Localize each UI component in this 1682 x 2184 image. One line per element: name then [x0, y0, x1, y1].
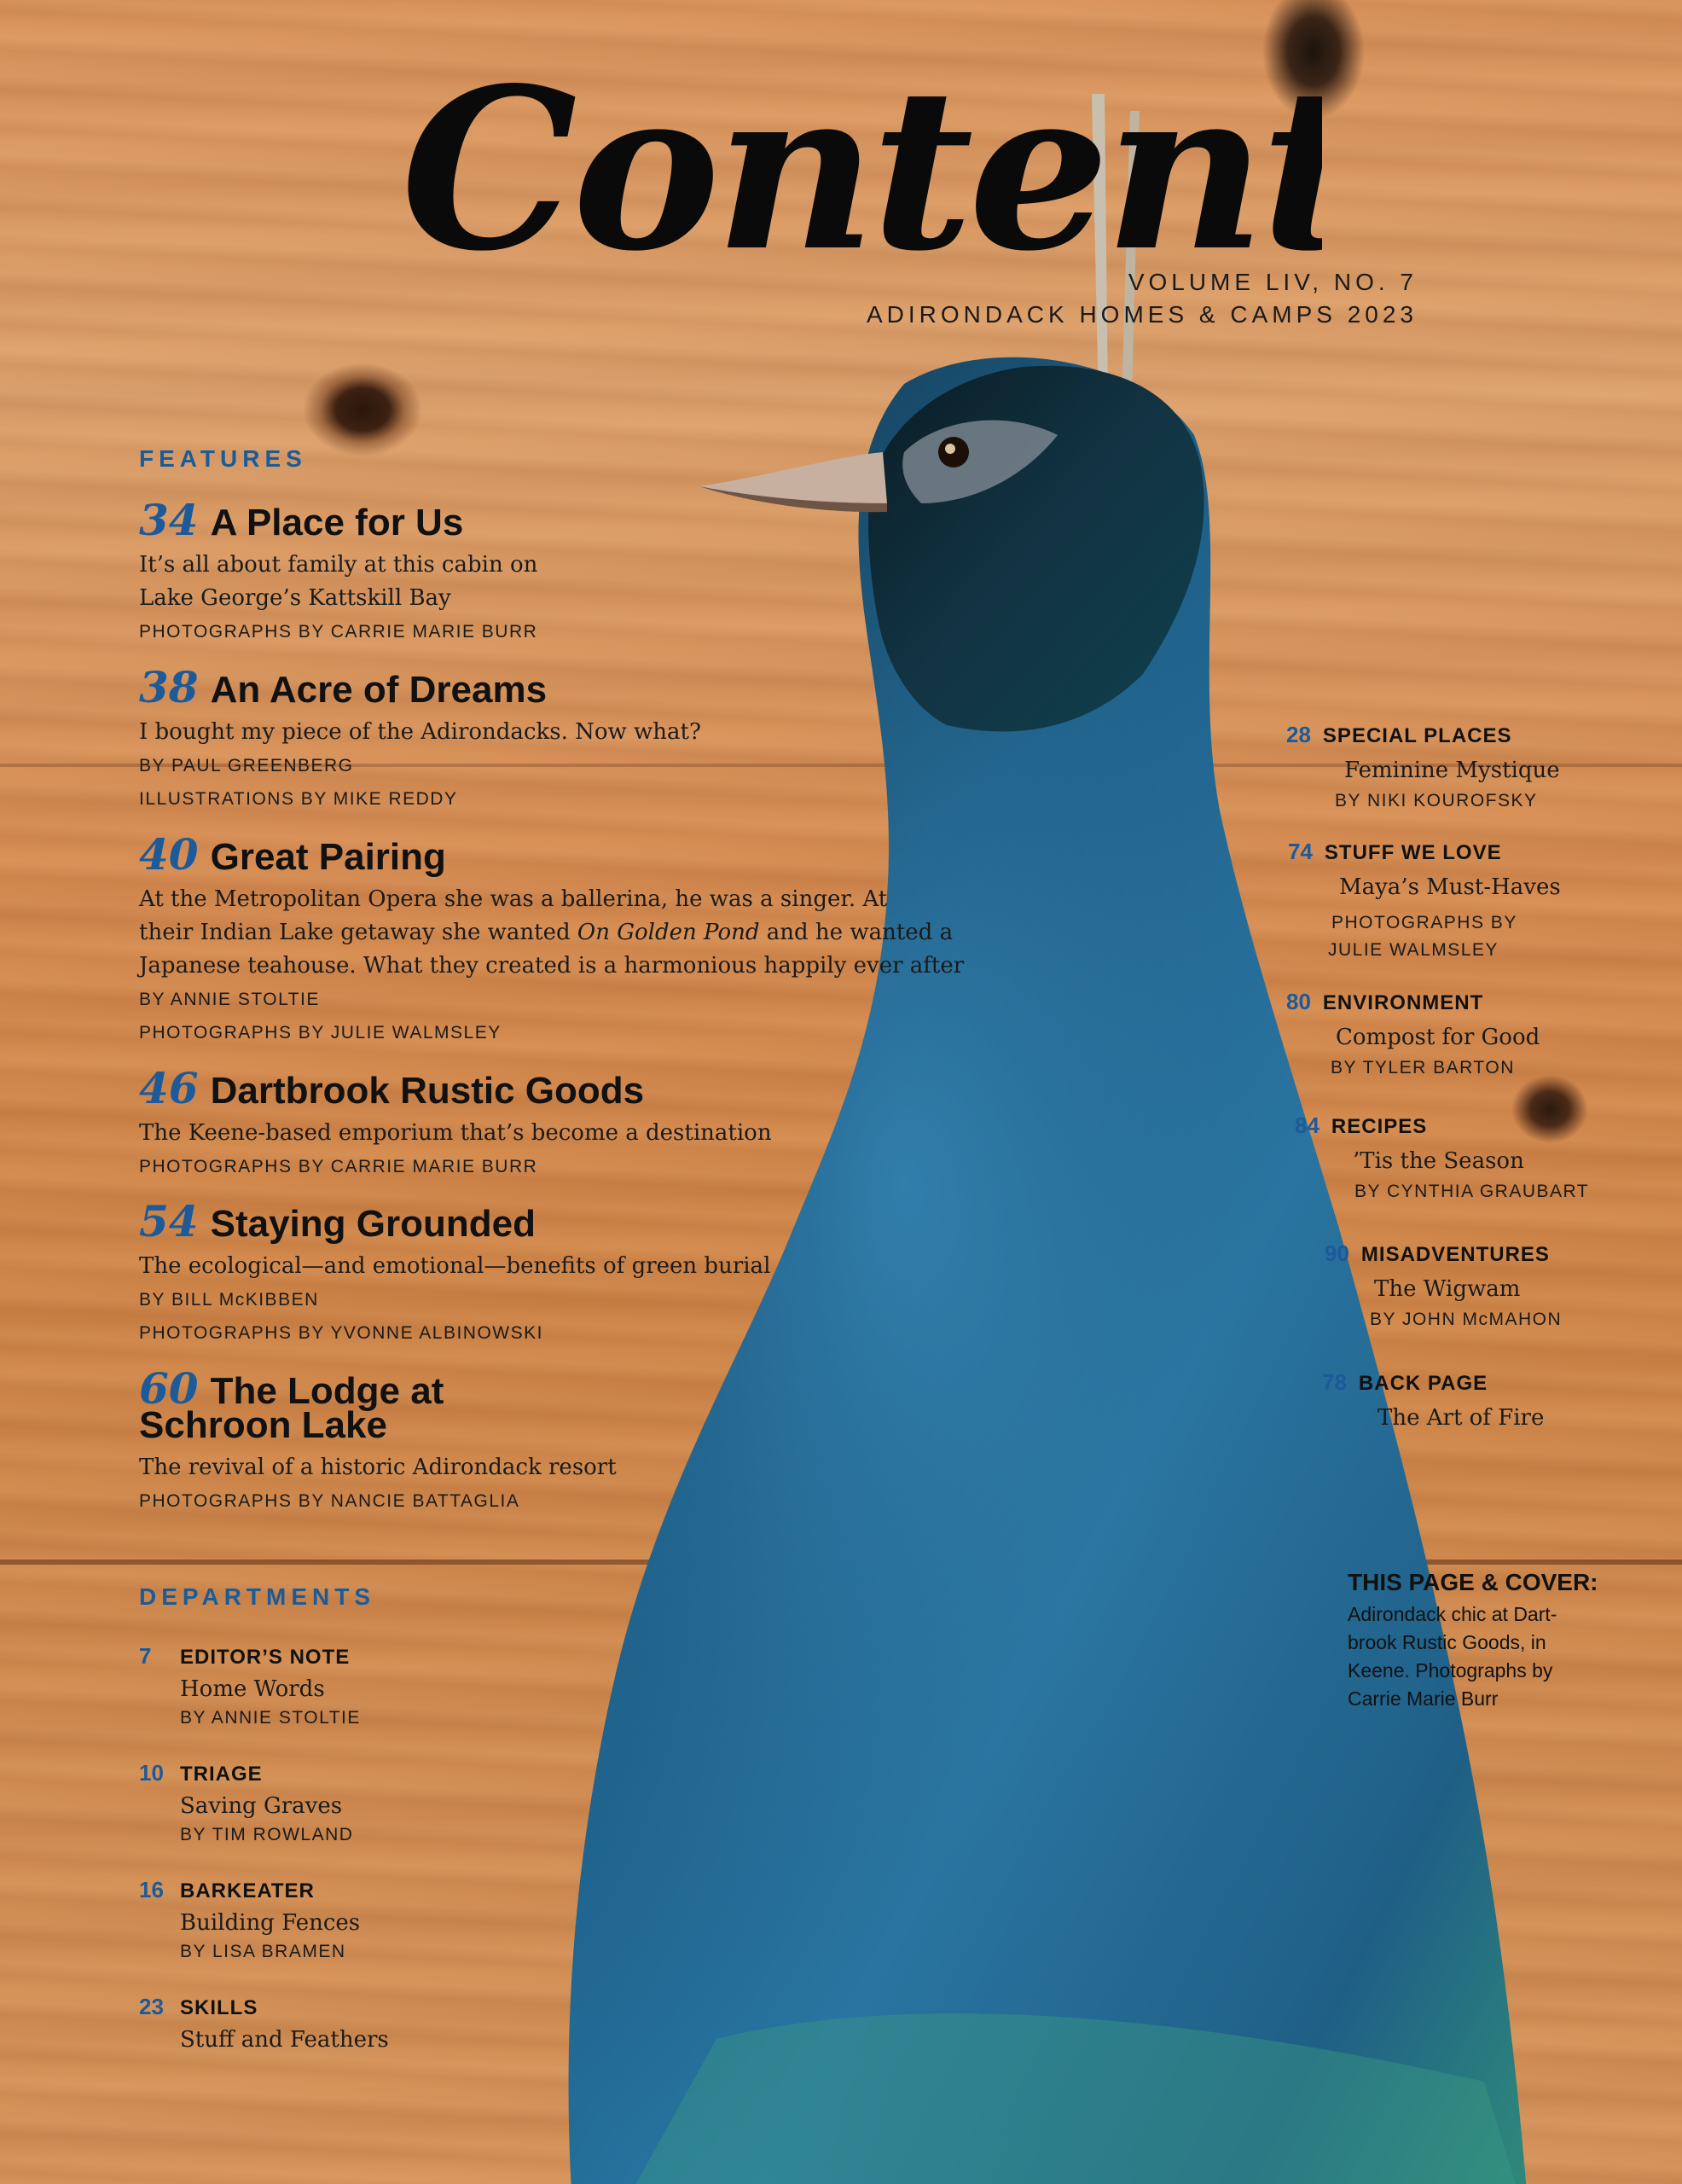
page-number: 23 — [139, 1994, 164, 2019]
sidebar-item[interactable] — [1286, 989, 1644, 1082]
features-heading: FEATURES — [139, 445, 307, 472]
sidebar-title: ’Tis the Season — [1353, 1148, 1524, 1174]
sidebar-item[interactable] — [1322, 1369, 1680, 1435]
sidebar-item[interactable] — [1295, 1112, 1653, 1205]
sidebar-credit: BY CYNTHIA GRAUBART — [1354, 1182, 1590, 1201]
page-number: 84 — [1295, 1112, 1320, 1138]
department-title: Stuff and Feathers — [180, 2027, 389, 2053]
feature-item[interactable] — [139, 662, 958, 816]
sidebar-label: SPECIAL PLACES — [1322, 724, 1512, 747]
page-number: 54 — [139, 1196, 199, 1246]
feature-headline — [139, 1063, 958, 1113]
issue-info — [867, 266, 1418, 331]
feature-title: Great Pairing — [210, 836, 446, 878]
sidebar-item[interactable] — [1325, 1240, 1682, 1333]
department-title: Saving Graves — [180, 1793, 343, 1819]
department-label: EDITOR’S NOTE — [180, 1646, 351, 1669]
sidebar-label: STUFF WE LOVE — [1324, 841, 1502, 864]
feature-credit: BY PAUL GREENBERG — [139, 756, 354, 775]
page-number: 34 — [139, 495, 199, 545]
page-number: 38 — [139, 662, 199, 712]
feature-credit: PHOTOGRAPHS BY NANCIE BATTAGLIA — [139, 1491, 520, 1511]
department-credit: BY TIM ROWLAND — [180, 1825, 354, 1844]
feature-credit: PHOTOGRAPHS BY YVONNE ALBINOWSKI — [139, 1323, 543, 1343]
feature-headline — [139, 495, 958, 545]
feature-headline — [139, 1196, 958, 1246]
feature-item[interactable] — [139, 1196, 958, 1350]
department-item[interactable] — [139, 1643, 617, 1731]
department-item[interactable] — [139, 1760, 617, 1848]
sidebar-label: ENVIRONMENT — [1322, 991, 1484, 1014]
feature-credit: BY BILL McKIBBEN — [139, 1290, 319, 1310]
sidebar-title: Compost for Good — [1336, 1025, 1540, 1050]
feature-dek: At the Metropolitan Opera she was a ballerina, he was a singer. At their Indian Lake getaway she wanted On Golden Pond and he wanted a Japanese teahouse. What they created is a harmonious happily ever after — [139, 886, 965, 979]
sidebar-label: BACK PAGE — [1358, 1372, 1488, 1395]
page-number: 74 — [1288, 839, 1313, 864]
feature-item[interactable] — [139, 1063, 958, 1183]
feature-dek: The ecological—and emotional—benefits of green burial — [139, 1253, 771, 1279]
cover-note — [1348, 1568, 1638, 1713]
page-number: 16 — [139, 1877, 164, 1902]
page-number: 40 — [139, 829, 199, 880]
feature-title: An Acre of Dreams — [210, 669, 548, 711]
page-number: 78 — [1322, 1369, 1347, 1395]
sidebar-credit: JULIE WALMSLEY — [1328, 940, 1499, 960]
sidebar-credit: BY JOHN McMAHON — [1370, 1310, 1563, 1329]
page-number: 46 — [139, 1063, 199, 1113]
cover-note-text: Adirondack chic at Dart- brook Rustic Goods, in Keene. Photographs by Carrie Marie Burr — [1348, 1603, 1557, 1710]
department-label: SKILLS — [180, 1996, 258, 2019]
feature-dek: The revival of a historic Adirondack resort — [139, 1455, 617, 1480]
sidebar-title: Maya’s Must-Haves — [1339, 874, 1561, 900]
page-number: 10 — [139, 1760, 164, 1786]
sidebar-title: The Wigwam — [1374, 1276, 1521, 1302]
feature-headline — [139, 662, 958, 712]
volume-number: VOLUME LIV, NO. 7 — [1128, 269, 1418, 295]
feature-credit: ILLUSTRATIONS BY MIKE REDDY — [139, 789, 458, 809]
page-number: 7 — [139, 1643, 152, 1669]
department-credit: BY ANNIE STOLTIE — [180, 1708, 361, 1728]
department-credit: BY LISA BRAMEN — [180, 1942, 346, 1961]
feature-headline — [139, 829, 992, 880]
department-label: TRIAGE — [180, 1763, 263, 1786]
sidebar-credit: BY TYLER BARTON — [1331, 1058, 1515, 1077]
feature-dek: I bought my piece of the Adirondacks. Now what? — [139, 719, 701, 745]
page-number: 60 — [139, 1363, 199, 1414]
svg-text:Contents: Conten — [401, 40, 1261, 300]
cover-note-heading: THIS PAGE & COVER: — [1348, 1569, 1598, 1595]
feature-item[interactable] — [139, 495, 958, 648]
feature-item[interactable] — [139, 829, 992, 1049]
feature-credit: BY ANNIE STOLTIE — [139, 990, 320, 1009]
feature-item[interactable] — [139, 1363, 958, 1518]
departments-heading: DEPARTMENTS — [139, 1583, 376, 1610]
page-number: 80 — [1286, 989, 1311, 1014]
sidebar-title: The Art of Fire — [1378, 1405, 1545, 1431]
sidebar-credit: BY NIKI KOUROFSKY — [1335, 791, 1538, 810]
sidebar-item[interactable] — [1288, 839, 1646, 964]
feature-title: Dartbrook Rustic Goods — [210, 1070, 645, 1112]
feature-title: Staying Grounded — [210, 1203, 536, 1245]
sidebar-label: RECIPES — [1331, 1115, 1428, 1138]
sidebar-item[interactable] — [1286, 722, 1644, 815]
feature-dek: It’s all about family at this cabin on Lake George’s Kattskill Bay — [139, 552, 538, 611]
department-title: Home Words — [180, 1676, 325, 1702]
page-number: 90 — [1325, 1240, 1349, 1266]
department-label: BARKEATER — [180, 1879, 315, 1902]
department-item[interactable] — [139, 1877, 617, 1965]
sidebar-title: Feminine Mystique — [1344, 758, 1560, 783]
department-item[interactable] — [139, 1994, 617, 2056]
feature-title-cont: Schroon Lake — [139, 1404, 387, 1446]
page-number: 28 — [1286, 722, 1311, 747]
feature-credit: PHOTOGRAPHS BY CARRIE MARIE BURR — [139, 1157, 538, 1176]
department-title: Building Fences — [180, 1910, 361, 1936]
issue-name: ADIRONDACK HOMES & CAMPS 2023 — [866, 301, 1418, 328]
feature-dek: The Keene-based emporium that’s become a destination — [139, 1120, 772, 1146]
feature-credit: PHOTOGRAPHS BY JULIE WALMSLEY — [139, 1023, 502, 1043]
feature-title: The Lodge at — [210, 1370, 444, 1412]
sidebar-credit: PHOTOGRAPHS BY — [1331, 913, 1517, 932]
feature-title: A Place for Us — [210, 502, 464, 543]
feature-credit: PHOTOGRAPHS BY CARRIE MARIE BURR — [139, 622, 538, 642]
sidebar-label: MISADVENTURES — [1360, 1243, 1550, 1266]
